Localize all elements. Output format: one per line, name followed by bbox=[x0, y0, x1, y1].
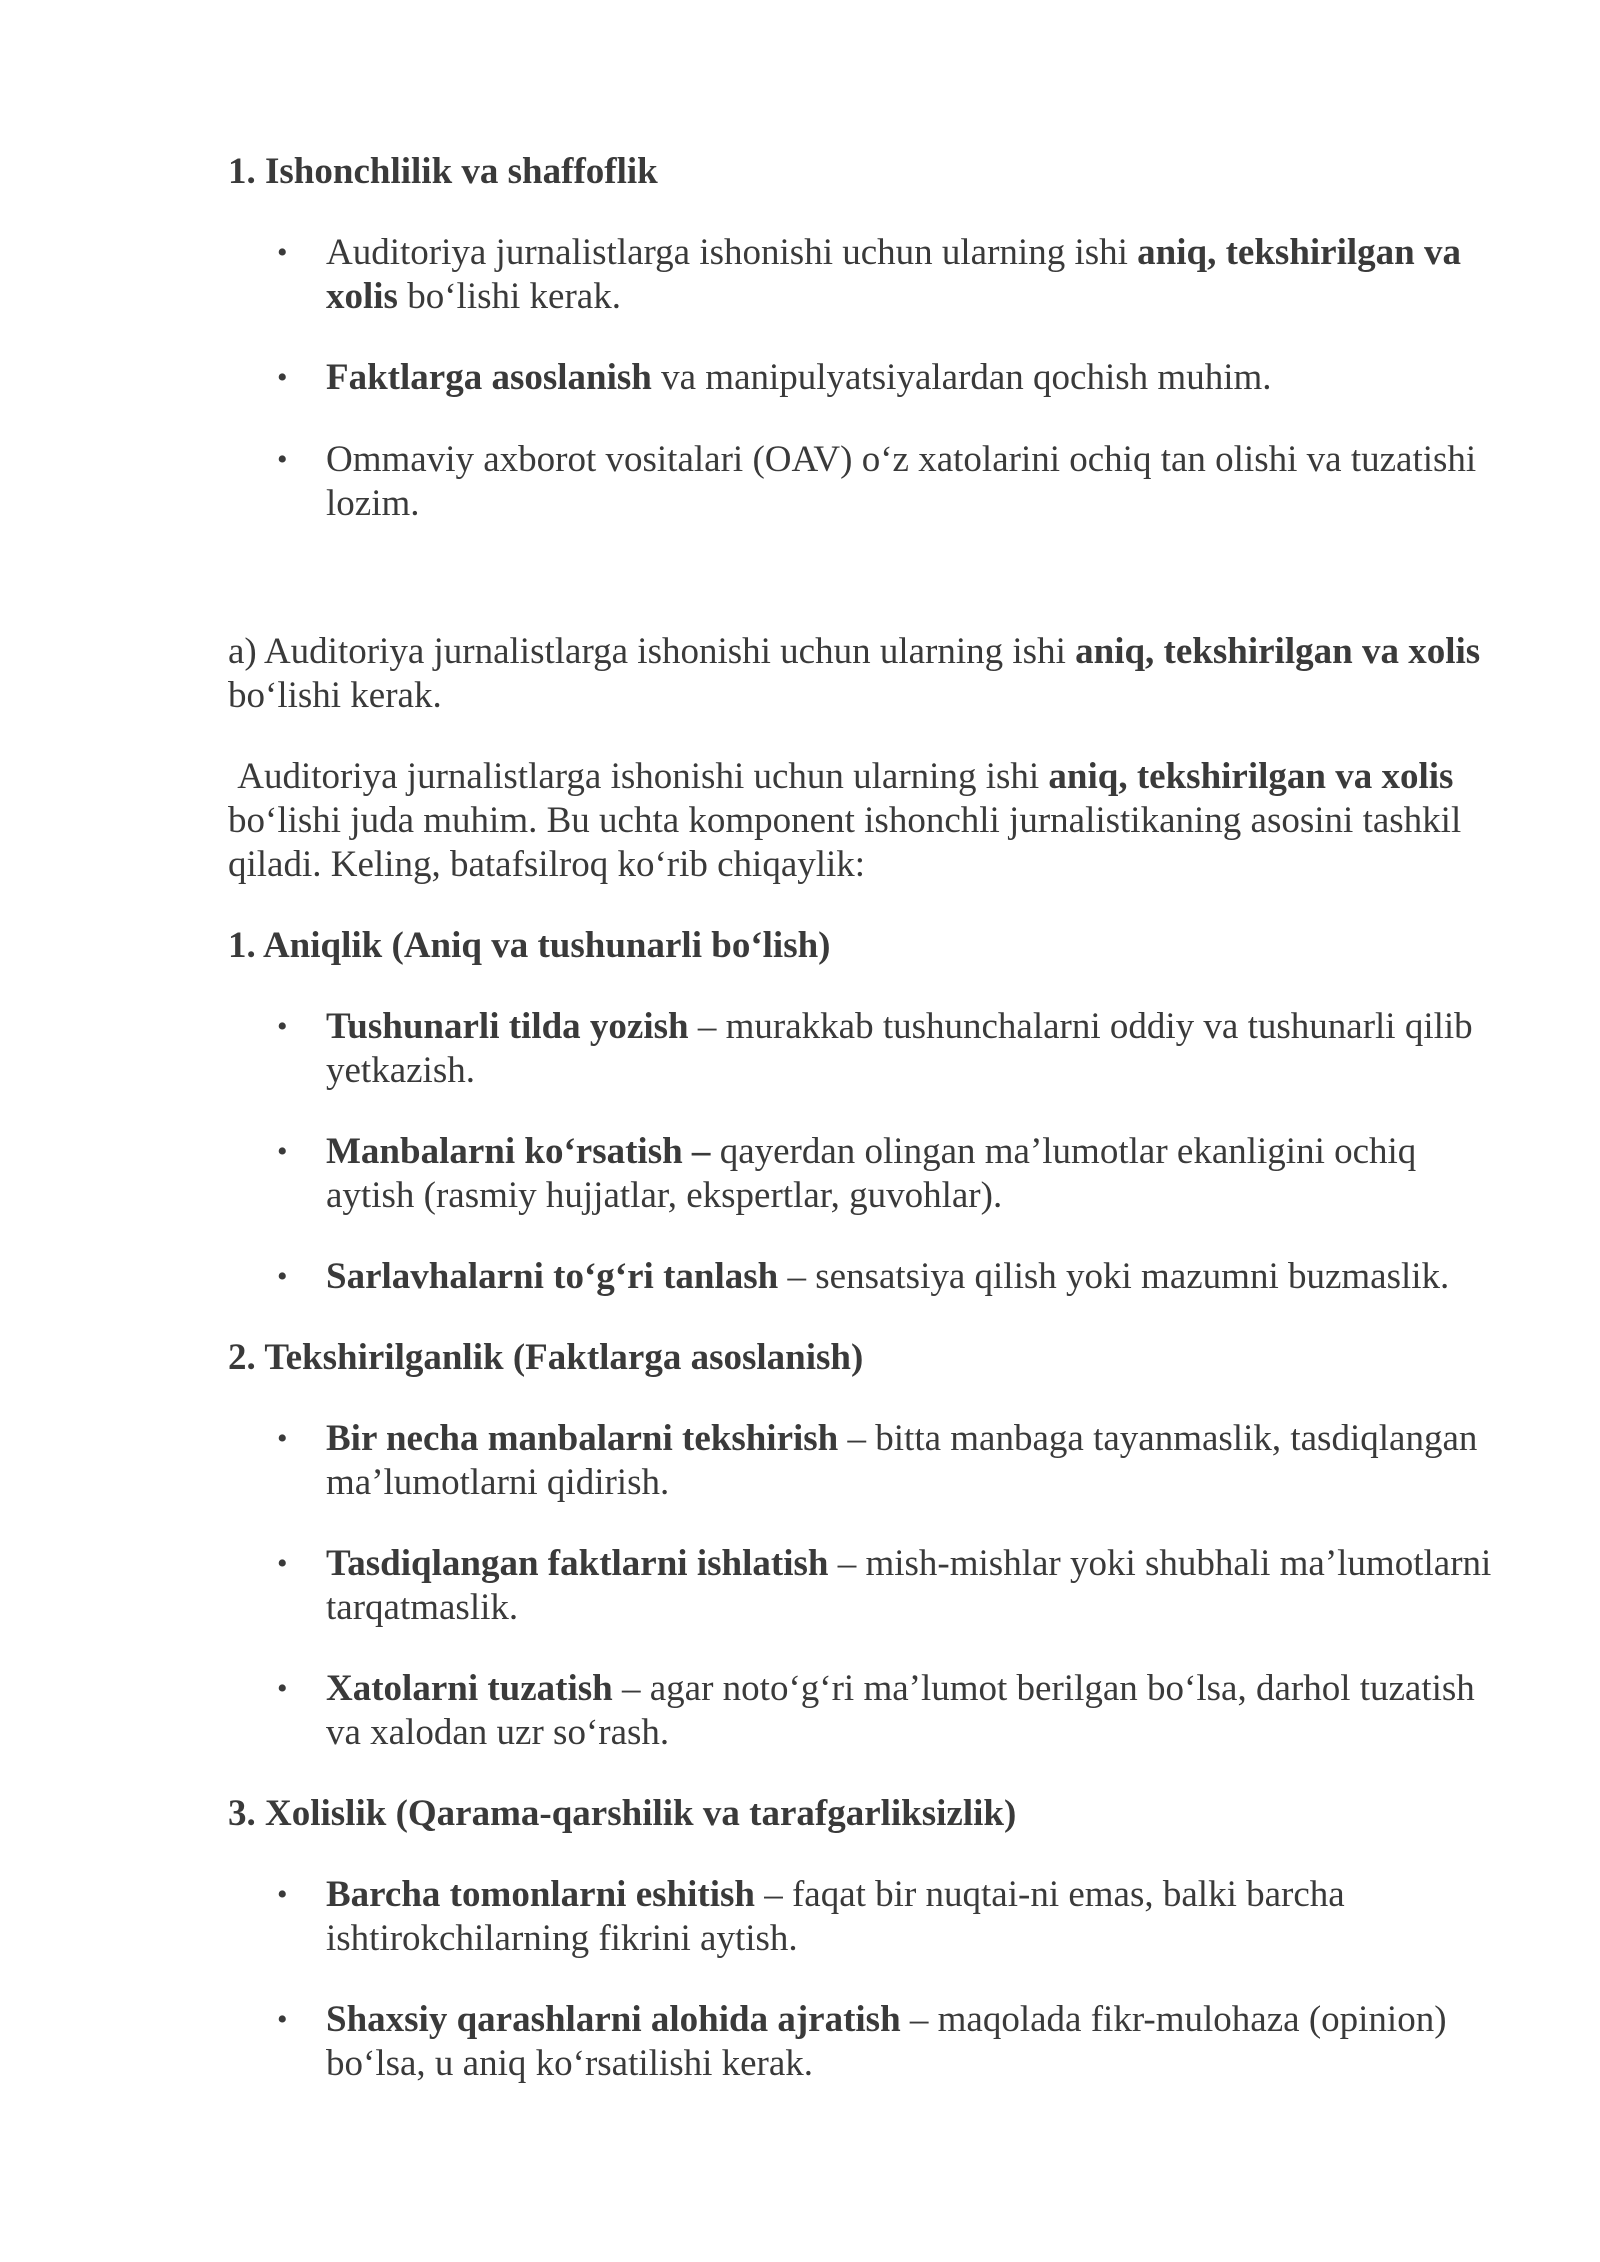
bullet-icon: • bbox=[277, 236, 288, 269]
bullet-list bbox=[228, 1417, 1503, 1755]
bullet-icon: • bbox=[277, 1547, 288, 1580]
list-item: • Xatolarni tuzatish – agar noto‘g‘ri ma’lumot berilgan bo‘lsa, darhol tuzatish va xalodan uzr so‘rash. bbox=[277, 1668, 1475, 1753]
list-item: • Tasdiqlangan faktlarni ishlatish – mish-mishlar yoki shubhali ma’lumotlarni tarqatmaslik. bbox=[277, 1543, 1492, 1628]
list-item: • Sarlavhalarni to‘g‘ri tanlash – sensatsiya qilish yoki mazumni buzmaslik. bbox=[277, 1256, 1450, 1297]
paragraph-a: a) Auditoriya jurnalistlarga ishonishi uchun ularning ishi aniq, tekshirilgan va xolis bo‘lishi kerak. bbox=[228, 631, 1481, 716]
list-item: • Shaxsiy qarashlarni alohida ajratish – maqolada fikr-mulohaza (opinion) bo‘lsa, u aniq ko‘rsatilishi kerak. bbox=[277, 1999, 1447, 2084]
list-item: • Faktlarga asoslanish va manipulyatsiyalardan qochish muhim. bbox=[277, 357, 1272, 398]
section-heading: 2. Tekshirilganlik (Faktlarga asoslanish) bbox=[228, 1337, 864, 1378]
bullet-icon: • bbox=[277, 1672, 288, 1705]
paragraph-b: Auditoriya jurnalistlarga ishonishi uchun ularning ishi aniq, tekshirilgan va xolis bo‘lishi juda muhim. Bu uchta komponent ishonchli jurnalistikaning asosini tashkil qiladi. Keling, batafsilroq ko‘rib chiqaylik: bbox=[228, 756, 1471, 885]
bullet-icon: • bbox=[277, 2003, 288, 2036]
list-item: • Manbalarni ko‘rsatish – qayerdan olingan ma’lumotlar ekanligini ochiq aytish (rasmiy hujjatlar, ekspertlar, guvohlar). bbox=[277, 1131, 1417, 1216]
bullet-icon: • bbox=[277, 361, 288, 394]
bullet-list bbox=[228, 231, 1503, 526]
bullet-icon: • bbox=[277, 1878, 288, 1911]
bullet-icon: • bbox=[277, 1260, 288, 1293]
section-heading bbox=[228, 150, 1503, 194]
bullet-icon: • bbox=[277, 443, 288, 476]
list-item: • Bir necha manbalarni tekshirish – bitta manbaga tayanmaslik, tasdiqlangan ma’lumotlarni qidirish. bbox=[277, 1418, 1478, 1503]
list-item: • Tushunarli tilda yozish – murakkab tushunchalarni oddiy va tushunarli qilib yetkazish. bbox=[277, 1006, 1473, 1091]
section-heading-text: 1. Ishonchlilik va shaffoflik bbox=[228, 151, 658, 192]
document-page bbox=[228, 150, 1503, 2086]
bullet-icon: • bbox=[277, 1422, 288, 1455]
bullet-list bbox=[228, 1005, 1503, 1299]
section-heading: 1. Aniqlik (Aniq va tushunarli bo‘lish) bbox=[228, 925, 831, 966]
list-item: • Barcha tomonlarni eshitish – faqat bir nuqtai-ni emas, balki barcha ishtirokchilarning fikrini aytish. bbox=[277, 1874, 1345, 1959]
list-item: • Ommaviy axborot vositalari (OAV) o‘z xatolarini ochiq tan olishi va tuzatishi lozim. bbox=[277, 439, 1477, 524]
section-heading: 3. Xolislik (Qarama-qarshilik va tarafgarliksizlik) bbox=[228, 1793, 1017, 1834]
bullet-icon: • bbox=[277, 1135, 288, 1168]
list-item: • Auditoriya jurnalistlarga ishonishi uchun ularning ishi aniq, tekshirilgan va xolis bo‘lishi kerak. bbox=[277, 232, 1461, 317]
bullet-list bbox=[228, 1873, 1503, 2086]
bullet-icon: • bbox=[277, 1010, 288, 1043]
